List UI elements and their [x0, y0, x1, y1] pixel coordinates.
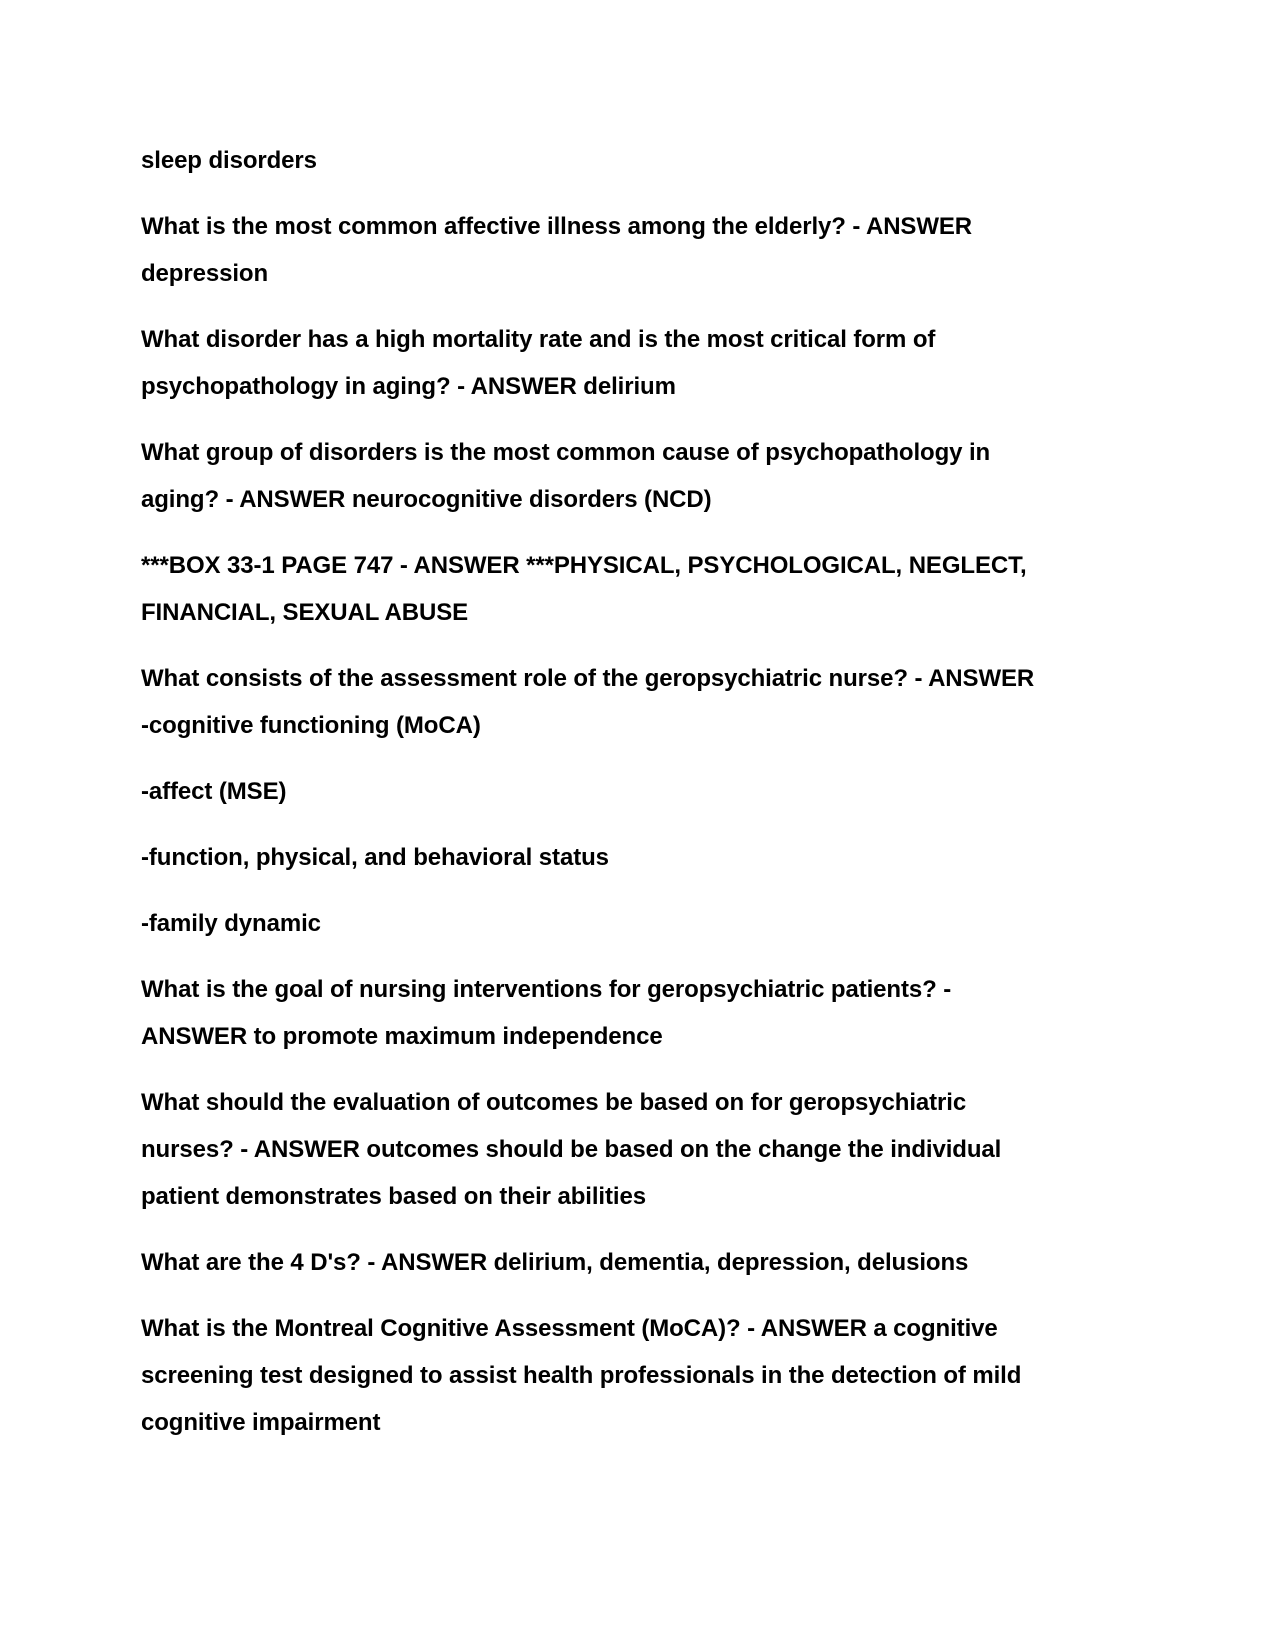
text-line: What is the goal of nursing interventions for geropsychiatric patients? -	[141, 976, 952, 1003]
qa-paragraph	[141, 542, 1141, 636]
text-line: -family dynamic	[141, 910, 321, 937]
text-line: -cognitive functioning (MoCA)	[141, 712, 481, 739]
text-line: psychopathology in aging? - ANSWER delirium	[141, 373, 676, 400]
qa-paragraph	[141, 834, 1141, 881]
qa-paragraph	[141, 203, 1141, 297]
text-line: sleep disorders	[141, 147, 317, 174]
text-line: aging? - ANSWER neurocognitive disorders (NCD)	[141, 486, 712, 513]
text-line: screening test designed to assist health professionals in the detection of mild	[141, 1362, 1022, 1389]
text-line: ANSWER to promote maximum independence	[141, 1023, 663, 1050]
text-line: What is the most common affective illness among the elderly? - ANSWER	[141, 213, 973, 240]
text-line: What consists of the assessment role of the geropsychiatric nurse? - ANSWER	[141, 665, 1035, 692]
text-line: What should the evaluation of outcomes be based on for geropsychiatric	[141, 1089, 967, 1116]
text-line: -function, physical, and behavioral status	[141, 844, 609, 871]
text-line: depression	[141, 260, 269, 287]
qa-paragraph	[141, 1305, 1141, 1446]
qa-paragraph	[141, 966, 1141, 1060]
qa-paragraph	[141, 768, 1141, 815]
text-line: What are the 4 D's? - ANSWER delirium, dementia, depression, delusions	[141, 1249, 969, 1276]
qa-paragraph	[141, 655, 1141, 749]
qa-paragraph	[141, 429, 1141, 523]
qa-paragraph	[141, 316, 1141, 410]
text-line: ***BOX 33-1 PAGE 747 - ANSWER ***PHYSICAL, PSYCHOLOGICAL, NEGLECT,	[141, 552, 1027, 579]
document-page	[141, 137, 1141, 1465]
text-line: FINANCIAL, SEXUAL ABUSE	[141, 599, 469, 626]
text-line: patient demonstrates based on their abilities	[141, 1183, 646, 1210]
text-line: cognitive impairment	[141, 1409, 381, 1436]
text-line: What group of disorders is the most common cause of psychopathology in	[141, 439, 991, 466]
qa-paragraph	[141, 1239, 1141, 1286]
text-line: What disorder has a high mortality rate and is the most critical form of	[141, 326, 936, 353]
qa-paragraph	[141, 137, 1141, 184]
text-line: What is the Montreal Cognitive Assessment (MoCA)? - ANSWER a cognitive	[141, 1315, 998, 1342]
text-line: nurses? - ANSWER outcomes should be based on the change the individual	[141, 1136, 1002, 1163]
text-line: -affect (MSE)	[141, 778, 287, 805]
qa-paragraph	[141, 900, 1141, 947]
qa-paragraph	[141, 1079, 1141, 1220]
